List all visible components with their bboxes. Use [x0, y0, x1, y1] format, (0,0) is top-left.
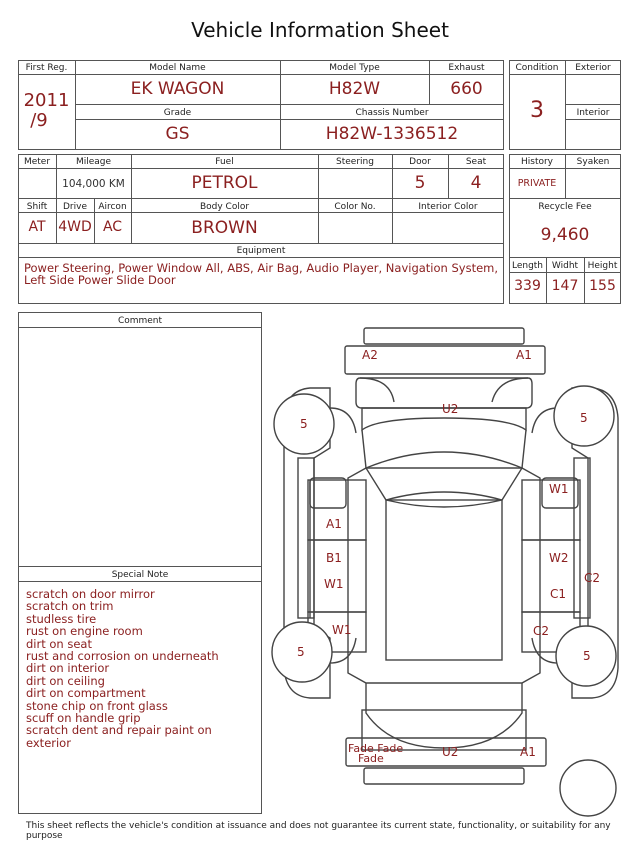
length-label: Length — [511, 261, 544, 271]
mark-rear-left-2: Fade — [358, 752, 384, 765]
chassis-number-label: Chassis Number — [355, 108, 429, 118]
color-no-label: Color No. — [334, 202, 376, 212]
door-label: Door — [409, 157, 431, 167]
special-note-list — [26, 588, 258, 749]
mark-rear-center: U2 — [442, 745, 459, 759]
mark-left-door-w1: W1 — [324, 577, 344, 591]
exhaust-value: 660 — [450, 79, 483, 99]
special-note-label: Special Note — [111, 570, 169, 580]
fuel-value: PETROL — [191, 173, 258, 193]
page-title: Vehicle Information Sheet — [191, 18, 449, 42]
mark-front-right: A1 — [516, 348, 532, 362]
mark-left-door-b1: B1 — [326, 551, 342, 565]
aircon-label: Aircon — [98, 202, 127, 212]
height-label: Height — [587, 261, 618, 271]
first-reg-month: /9 — [30, 110, 48, 131]
mark-tire-fl: 5 — [300, 417, 308, 431]
equipment-label: Equipment — [236, 246, 286, 256]
special-note-item: scuff on handle grip — [26, 711, 141, 726]
first-reg-label: First Reg. — [25, 63, 68, 73]
special-note-item: studless tire — [26, 611, 97, 626]
mark-right-rear-fender: C2 — [533, 624, 550, 638]
steering-label: Steering — [336, 157, 374, 167]
condition-label: Condition — [515, 63, 559, 73]
special-note-item: rust and corrosion on underneath — [26, 649, 219, 664]
recycle-fee-value: 9,460 — [540, 225, 590, 245]
model-type-value: H82W — [328, 79, 381, 99]
mark-tire-fr: 5 — [580, 411, 588, 425]
height-value: 155 — [589, 278, 616, 294]
special-note-item: stone chip on front glass — [26, 698, 168, 713]
drive-value: 4WD — [58, 219, 92, 235]
recycle-fee-label: Recycle Fee — [538, 202, 592, 212]
damage-diagram — [270, 318, 632, 818]
mark-right-rear-panel: C2 — [584, 571, 601, 585]
mark-tire-rr: 5 — [583, 649, 591, 663]
comment-box — [18, 312, 262, 567]
meter-label: Meter — [23, 157, 51, 167]
special-note-item: dirt on interior — [26, 661, 110, 676]
width-label: Widht — [551, 261, 579, 271]
model-name-value: EK WAGON — [130, 79, 225, 99]
fuel-label: Fuel — [215, 157, 234, 167]
mileage-label: Mileage — [75, 157, 112, 167]
special-note-item: scratch dent and repair paint on exterior — [26, 723, 212, 750]
exhaust-label: Exhaust — [448, 63, 485, 73]
comment-label: Comment — [117, 316, 163, 326]
mark-front-left: A2 — [362, 348, 378, 362]
special-note-item: scratch on trim — [26, 599, 114, 614]
seat-value: 4 — [470, 173, 482, 193]
seat-label: Seat — [465, 157, 487, 167]
model-type-label: Model Type — [329, 63, 380, 73]
mark-left-rear-fender: W1 — [332, 623, 352, 637]
syaken-label: Syaken — [576, 157, 610, 167]
width-value: 147 — [551, 278, 579, 294]
first-reg-year: 2011 — [23, 90, 70, 111]
special-note-item: dirt on compartment — [26, 686, 146, 701]
shift-value: AT — [28, 219, 46, 235]
chassis-number-value: H82W-1336512 — [325, 124, 459, 144]
mark-rear-right: A1 — [520, 745, 536, 759]
mark-tire-rl: 5 — [297, 645, 305, 659]
aircon-value: AC — [102, 219, 123, 235]
interior-color-label: Interior Color — [418, 202, 478, 212]
history-value: PRIVATE — [517, 178, 557, 189]
mark-left-door-a1: A1 — [326, 517, 342, 531]
special-note-item: scratch on door mirror — [26, 587, 155, 601]
mark-right-door-c1: C1 — [550, 587, 567, 601]
door-value: 5 — [414, 173, 426, 193]
equipment-value: Power Steering, Power Window All, ABS, Air Bag, Audio Player, Navigation System, Left Side Power Slide Door — [24, 261, 499, 288]
mileage-value: 104,000 KM — [62, 178, 125, 190]
shift-label: Shift — [26, 202, 48, 212]
grade-value: GS — [165, 124, 190, 144]
model-name-label: Model Name — [149, 63, 206, 73]
disclaimer: This sheet reflects the vehicle's condition at issuance and does not guarantee its current state, functionality, or suitability for any purpose — [26, 821, 611, 841]
condition-grade: 3 — [530, 98, 544, 123]
mark-right-door-w2: W2 — [549, 551, 569, 565]
mark-rear-left-1: Fade Fade — [348, 742, 404, 755]
interior-label: Interior — [576, 108, 610, 118]
length-value: 339 — [514, 278, 541, 294]
special-note-item: rust on engine room — [26, 624, 143, 639]
body-color-label: Body Color — [199, 202, 250, 212]
exterior-label: Exterior — [575, 63, 611, 73]
special-note-item: dirt on ceiling — [26, 673, 105, 688]
grade-label: Grade — [163, 108, 192, 118]
drive-label: Drive — [63, 202, 87, 212]
special-note-item: dirt on seat — [26, 636, 92, 651]
mark-right-fender: W1 — [549, 482, 569, 496]
history-label: History — [520, 157, 554, 167]
body-color-value: BROWN — [191, 218, 258, 238]
mark-hood: U2 — [442, 402, 459, 416]
